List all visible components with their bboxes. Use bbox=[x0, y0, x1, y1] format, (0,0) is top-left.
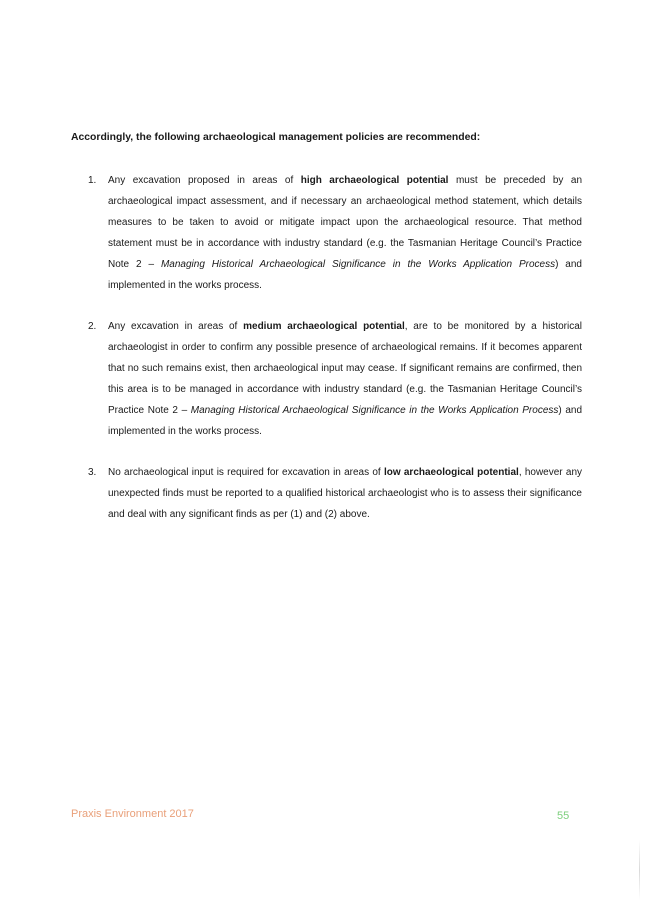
policy-number: 3. bbox=[88, 467, 97, 478]
policy-item-1 bbox=[88, 170, 582, 296]
policy-item-3 bbox=[88, 462, 582, 525]
policy-text bbox=[108, 170, 582, 296]
policy-text-part: Any excavation proposed in areas of bbox=[108, 175, 301, 186]
policy-text bbox=[108, 316, 582, 442]
policy-text-part: ) and implemented in the works process. bbox=[108, 259, 582, 291]
potential-level-bold: high archaeological potential bbox=[300, 175, 449, 186]
policies-heading: Accordingly, the following archaeological management policies are recommended: bbox=[71, 132, 481, 143]
policy-text-part: , are to be monitored by a historical archaeologist in order to confirm any possible presence of archaeological remains. If it becomes apparent that no such remains exist, then archaeological input may cease. If significant remains are confirmed, then this area is to be managed in accordance with industry standard (e.g. the Tasmanian Heritage Council’s Practice Note 2 – bbox=[108, 321, 582, 416]
policy-text bbox=[108, 462, 582, 525]
practice-note-title: Managing Historical Archaeological Significance in the Works Application Process bbox=[160, 259, 556, 270]
policy-text-part: No archaeological input is required for excavation in areas of bbox=[108, 467, 384, 478]
potential-level-bold: low archaeological potential bbox=[383, 467, 519, 478]
policy-number: 1. bbox=[88, 175, 97, 186]
practice-note-title: Managing Historical Archaeological Significance in the Works Application Process bbox=[190, 405, 559, 416]
policy-text-part: Any excavation in areas of bbox=[108, 321, 244, 332]
policy-item-2 bbox=[88, 316, 582, 442]
policy-number: 2. bbox=[88, 321, 97, 332]
footer-organization: Praxis Environment 2017 bbox=[71, 808, 194, 820]
potential-level-bold: medium archaeological potential bbox=[243, 321, 405, 332]
page-number: 55 bbox=[557, 810, 570, 822]
scan-artifact bbox=[639, 840, 640, 900]
policy-text-part: , however any unexpected finds must be reported to a qualified historical archaeologist who is to assess their significance and deal with any significant finds as per (1) and (2) above. bbox=[108, 467, 583, 520]
policy-text-part: ) and implemented in the works process. bbox=[108, 405, 582, 437]
policy-text-part: must be preceded by an archaeological impact assessment, and if necessary an archaeological method statement, which details measures to be taken to avoid or mitigate impact upon the archaeological resource. That method statement must be in accordance with industry standard (e.g. the Tasmanian Heritage Council’s Practice Note 2 – bbox=[108, 175, 583, 270]
